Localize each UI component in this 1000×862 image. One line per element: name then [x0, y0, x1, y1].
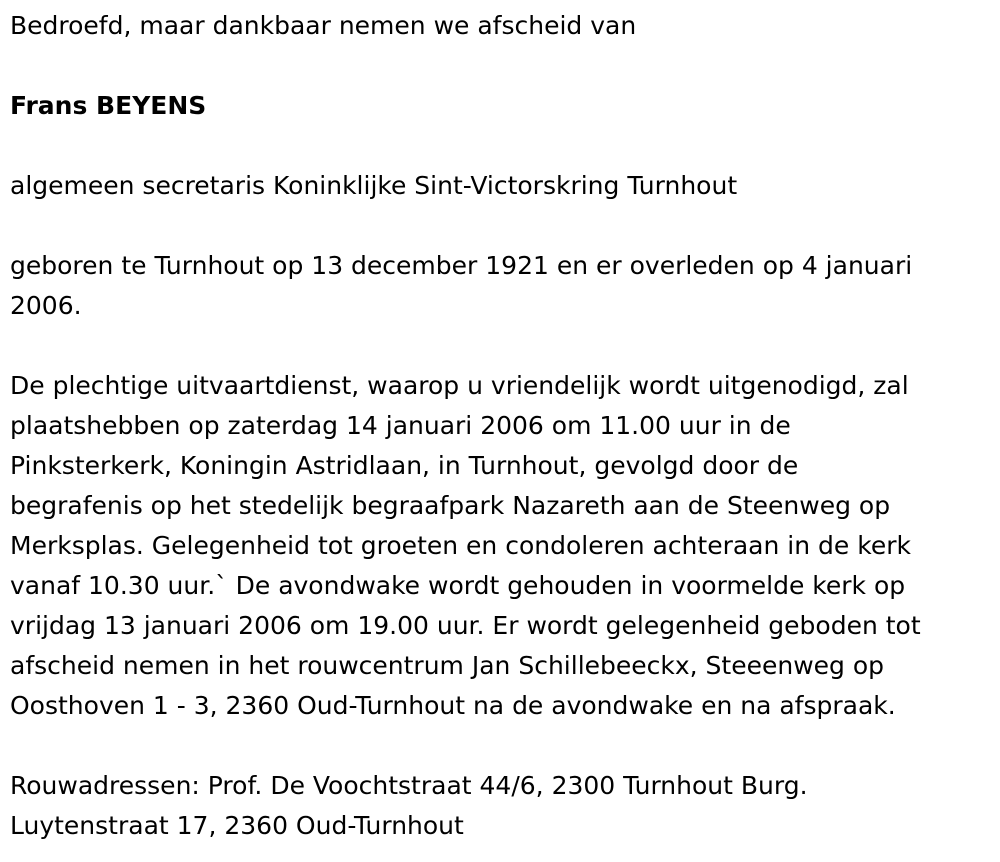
addresses-paragraph: Rouwadressen: Prof. De Voochtstraat 44/6, 2300 Turnhout Burg. Luytenstraat 17, 2360 Oud-Turnhout	[10, 771, 808, 840]
obituary-document	[10, 6, 992, 846]
role-line: algemeen secretaris Koninklijke Sint-Victorskring Turnhout	[10, 171, 738, 200]
deceased-name: Frans BEYENS	[10, 91, 207, 120]
birth-death-paragraph: geboren te Turnhout op 13 december 1921 en er overleden op 4 januari 2006.	[10, 251, 913, 320]
service-paragraph: De plechtige uitvaartdienst, waarop u vriendelijk wordt uitgenodigd, zal plaatshebben op zaterdag 14 januari 2006 om 11.00 uur in de Pinksterkerk, Koningin Astridlaan, in Turnhout, gevolgd door de begrafenis op het stedelijk begraafpark Nazareth aan de Steenweg op Merksplas. Gelegenheid tot groeten en condoleren achteraan in de kerk vanaf 10.30 uur.` De avondwake wordt gehouden in voormelde kerk op vrijdag 13 januari 2006 om 19.00 uur. Er wordt gelegenheid geboden tot afscheid nemen in het rouwcentrum Jan Schillebeeckx, Steeenweg op Oosthoven 1 - 3, 2360 Oud-Turnhout na de avondwake en na afspraak.	[10, 371, 921, 720]
intro-line: Bedroefd, maar dankbaar nemen we afscheid van	[10, 11, 637, 40]
